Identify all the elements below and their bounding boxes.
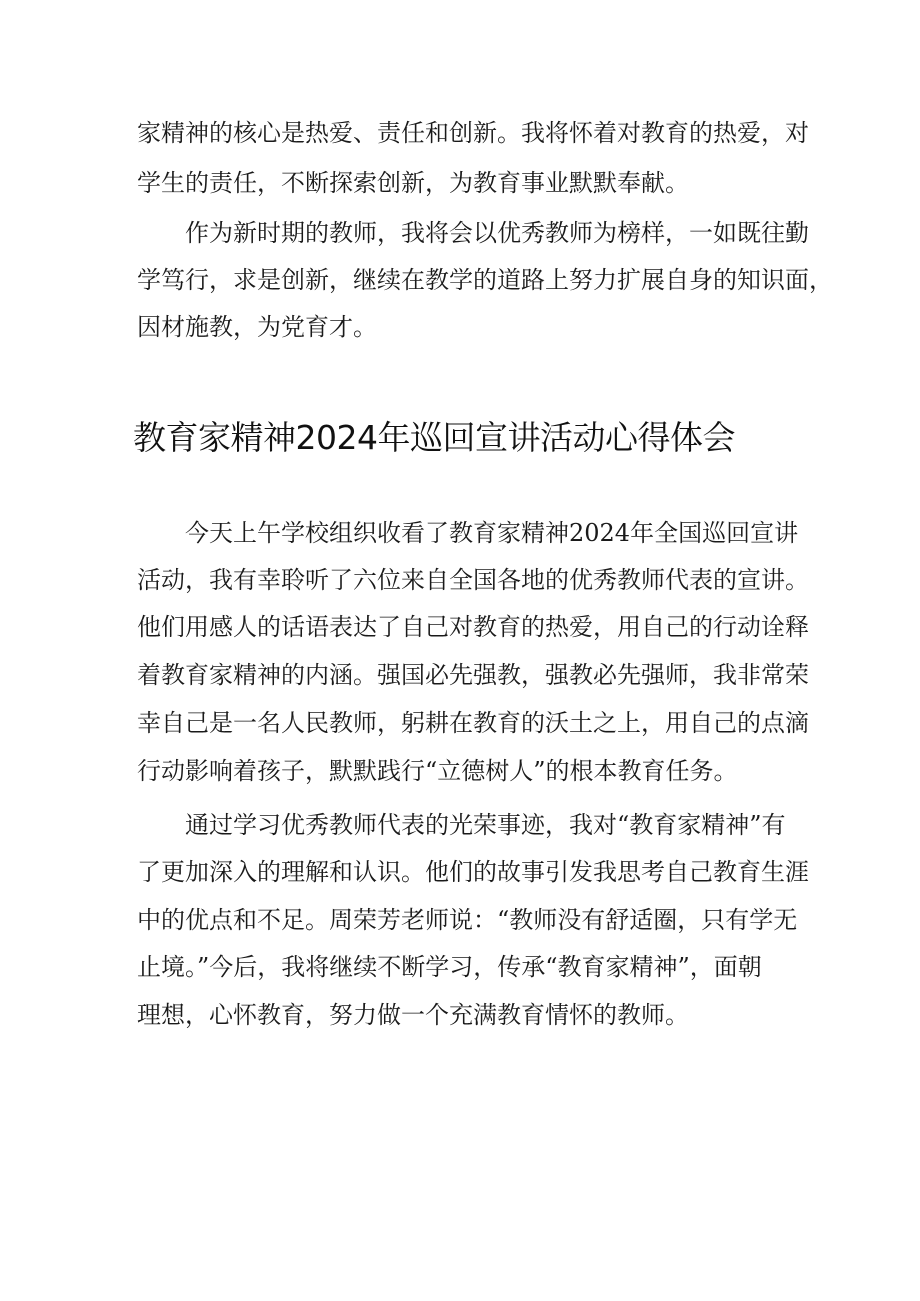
paragraph-1-line-4: 着教育家精神的内涵。强国必先强教，强教必先强师，我非常荣 <box>137 661 809 689</box>
paragraph-1-line-6: 行动影响着孩子，默默践行“立德树人”的根本教育任务。 <box>137 757 738 785</box>
closing-paragraph-line-2: 学笃行，求是创新，继续在教学的道路上努力扩展自身的知识面， <box>137 266 833 294</box>
paragraph-2-line-2: 了更加深入的理解和认识。他们的故事引发我思考自己教育生涯 <box>137 858 809 886</box>
paragraph-1-line-1: 今天上午学校组织收看了教育家精神2024年全国巡回宣讲 <box>185 519 799 547</box>
continuation-line-1: 家精神的核心是热爱、责任和创新。我将怀着对教育的热爱，对 <box>137 119 809 147</box>
paragraph-1-line-5: 幸自己是一名人民教师，躬耕在教育的沃土之上，用自己的点滴 <box>137 709 809 737</box>
paragraph-1-line-2: 活动，我有幸聆听了六位来自全国各地的优秀教师代表的宣讲。 <box>137 566 809 594</box>
paragraph-2-line-3: 中的优点和不足。周荣芳老师说：“教师没有舒适圈，只有学无 <box>137 906 798 934</box>
closing-paragraph-line-3: 因材施教，为党育才。 <box>137 313 377 341</box>
continuation-line-2: 学生的责任，不断探索创新，为教育事业默默奉献。 <box>137 169 689 197</box>
paragraph-2-line-5: 理想，心怀教育，努力做一个充满教育情怀的教师。 <box>137 1001 689 1029</box>
closing-paragraph-line-1: 作为新时期的教师，我将会以优秀教师为榜样，一如既往勤 <box>185 219 809 247</box>
paragraph-2-line-4: 止境。”今后，我将继续不断学习，传承“教育家精神”，面朝 <box>137 953 762 981</box>
article-title: 教育家精神2024年巡回宣讲活动心得体会 <box>133 418 735 457</box>
paragraph-1-line-3: 他们用感人的话语表达了自己对教育的热爱，用自己的行动诠释 <box>137 613 809 641</box>
paragraph-2-line-1: 通过学习优秀教师代表的光荣事迹，我对“教育家精神”有 <box>185 811 786 839</box>
